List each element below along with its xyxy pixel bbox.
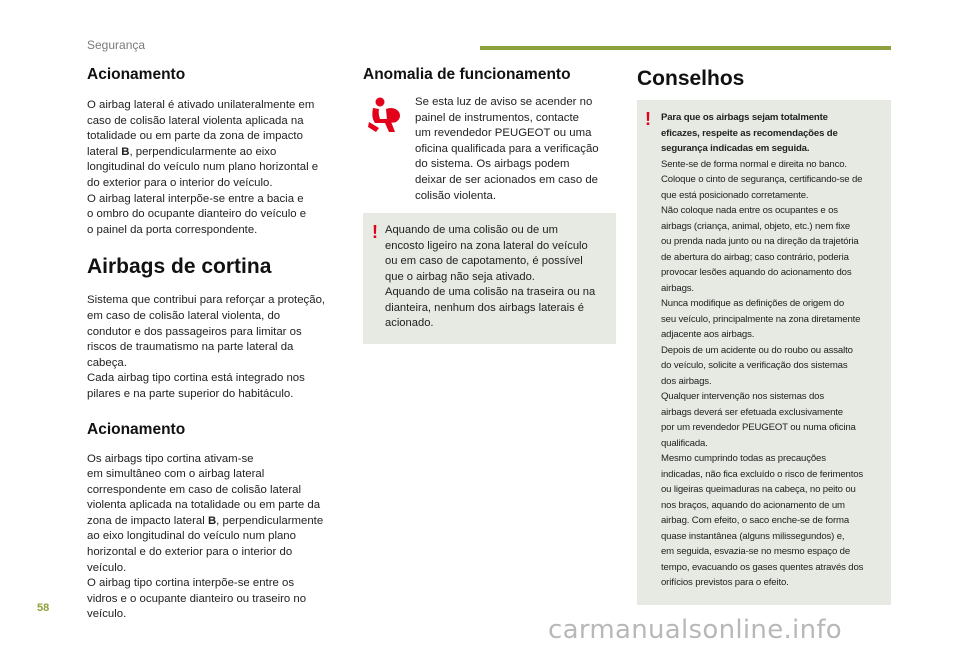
text-line: condutor e dos passageiros para limitar os xyxy=(87,325,302,338)
warning-exclamation-icon: ! xyxy=(372,222,378,242)
text-line: O airbag lateral interpõe-se entre a bacia e xyxy=(87,192,304,205)
text-line: quase instantânea (alguns milissegundos) e, xyxy=(661,530,845,542)
text-line: airbags deverá ser efetuada exclusivamente xyxy=(661,406,843,418)
section-title: Segurança xyxy=(87,38,146,52)
text-line: Depois de um acidente ou do roubo ou assalto xyxy=(661,344,853,356)
heading-acionamento-lateral: Acionamento xyxy=(87,66,186,83)
text-line: vidros e o ocupante dianteiro ou traseiro no xyxy=(87,592,307,605)
text-line: O airbag lateral é ativado unilateralmente em xyxy=(87,99,315,111)
airbag-warning-icon xyxy=(365,96,405,136)
text-line: em simultâneo com o airbag lateral xyxy=(87,468,265,481)
text-line: seu veículo, principalmente na zona diretamente xyxy=(661,313,861,325)
column-middle xyxy=(363,66,616,84)
text-line: indicadas, não fica excluído o risco de ferimentos xyxy=(661,468,864,480)
text-line: qualificada. xyxy=(661,437,708,449)
text-line: cabeça. xyxy=(87,356,127,369)
text-line: Os airbags tipo cortina ativam-se xyxy=(87,452,254,465)
text-line: violenta aplicada na totalidade ou em parte da xyxy=(87,499,321,512)
text-line: airbag. Com efeito, o saco enche-se de forma xyxy=(661,515,850,526)
text-line: Sente-se de forma normal e direita no banco. xyxy=(661,158,847,170)
text-line: Cada airbag tipo cortina está integrado nos xyxy=(87,372,305,385)
text-line: longitudinal do veículo num plano horizontal e xyxy=(87,161,319,174)
text-line: oficina qualificada para a verificação xyxy=(415,142,599,155)
text-line: pilares e na parte superior do habitáculo. xyxy=(87,387,294,400)
text-line: Nunca modifique as definições de origem do xyxy=(661,298,845,309)
text-line: Não coloque nada entre os ocupantes e os xyxy=(661,205,838,216)
text-line: dos airbags. xyxy=(661,375,712,387)
text-line: correspondente em caso de colisão lateral xyxy=(87,483,302,496)
text-line: Mesmo cumprindo todas as precauções xyxy=(661,453,826,464)
column-left xyxy=(87,66,345,623)
text-line: um revendedor PEUGEOT ou uma xyxy=(415,127,592,140)
text-line: airbags (criança, animal, objeto, etc.) nem fixe xyxy=(661,220,851,232)
watermark: carmanualsonline.info xyxy=(548,615,843,645)
text-line: do sistema. Os airbags podem xyxy=(415,158,570,171)
text-line: Aquando de uma colisão na traseira ou na xyxy=(385,286,596,298)
text-line: ou ligeiras queimaduras na cabeça, no peito ou xyxy=(661,484,856,495)
text-line: o ombro do ocupante dianteiro do veículo e xyxy=(87,208,307,221)
text-line: que está posicionado corretamente. xyxy=(661,189,809,201)
warning-box-colisao xyxy=(363,213,616,344)
heading-anomalia: Anomalia de funcionamento xyxy=(363,66,571,83)
text-line: acionado. xyxy=(385,317,434,329)
warning-text-colisao xyxy=(385,223,595,332)
text-line: Aquando de uma colisão ou de um xyxy=(385,224,558,236)
text-line: por um revendedor PEUGEOT ou numa oficina xyxy=(661,422,856,433)
text-line: segurança indicadas em seguida. xyxy=(661,143,810,154)
text-line: Qualquer intervenção nos sistemas dos xyxy=(661,391,824,402)
text-line: dianteira, nenhum dos airbags laterais é xyxy=(385,301,585,314)
text-line: airbags. xyxy=(661,282,694,294)
text-line: deixar de ser acionados em caso de xyxy=(415,173,598,186)
text-line: que o airbag não seja ativado. xyxy=(385,270,535,283)
tips-text xyxy=(661,110,863,591)
text-line: de abertura do airbag; caso contrário, poderia xyxy=(661,251,849,263)
paragraph-acionamento-lateral xyxy=(87,98,345,238)
text-line: tempo, evacuando os gases quentes através dos xyxy=(661,561,864,573)
text-line: lateral B, perpendicularmente ao eixo xyxy=(87,145,277,158)
text-line: nos braços, aquando do acionamento de um xyxy=(661,499,845,511)
text-line: orifícios previstos para o efeito. xyxy=(661,577,789,588)
text-line: do exterior para o interior do veículo. xyxy=(87,176,273,189)
text-line: caso de colisão lateral violenta aplicada na xyxy=(87,114,304,127)
paragraph-airbags-cortina xyxy=(87,293,345,402)
text-line: ou prenda nada junto ou na direção da trajetória xyxy=(661,236,859,247)
text-line: o painel da porta correspondente. xyxy=(87,223,258,236)
text-line: horizontal e do exterior para o interior do xyxy=(87,546,293,559)
text-line: colisão violenta. xyxy=(415,189,497,202)
text-line: veículo. xyxy=(87,561,127,574)
text-line: Para que os airbags sejam totalmente xyxy=(661,112,828,123)
text-line: O airbag tipo cortina interpõe-se entre os xyxy=(87,577,295,590)
text-line: eficazes, respeite as recomendações de xyxy=(661,127,838,139)
text-line: riscos de traumatismo na parte lateral da xyxy=(87,341,294,354)
text-line: provocar lesões aquando do acionamento dos xyxy=(661,267,852,278)
text-line: ao eixo longitudinal do veículo num plano xyxy=(87,530,296,543)
heading-conselhos: Conselhos xyxy=(637,67,745,90)
warning-exclamation-icon: ! xyxy=(645,109,651,129)
heading-acionamento-cortina: Acionamento xyxy=(87,420,186,438)
paragraph-acionamento-cortina xyxy=(87,452,345,624)
text-line: em seguida, esvazia-se no mesmo espaço de xyxy=(661,546,851,557)
text-line: ou em caso de capotamento, é possível xyxy=(385,255,583,267)
text-line: encosto ligeiro na zona lateral do veículo xyxy=(385,239,588,252)
page-number: 58 xyxy=(37,602,50,614)
text-line: zona de impacto lateral B, perpendicularmente xyxy=(87,514,324,527)
tips-box-conselhos xyxy=(637,100,891,605)
text-line: Se esta luz de aviso se acender no xyxy=(415,96,593,108)
text-line: painel de instrumentos, contacte xyxy=(415,111,579,124)
header-accent-bar xyxy=(480,46,891,50)
paragraph-anomalia xyxy=(415,95,599,204)
text-line: Coloque o cinto de segurança, certificando-se de xyxy=(661,174,863,185)
text-line: Sistema que contribui para reforçar a proteção, xyxy=(87,294,326,307)
text-line: veículo. xyxy=(87,608,127,621)
text-line: em caso de colisão lateral violenta, do xyxy=(87,309,281,322)
text-line: totalidade ou em parte da zona de impacto xyxy=(87,130,303,143)
text-line: adjacente aos airbags. xyxy=(661,329,755,340)
column-right xyxy=(637,66,891,91)
text-line: do veículo, solicite a verificação dos sistemas xyxy=(661,360,848,371)
heading-airbags-cortina: Airbags de cortina xyxy=(87,255,272,279)
